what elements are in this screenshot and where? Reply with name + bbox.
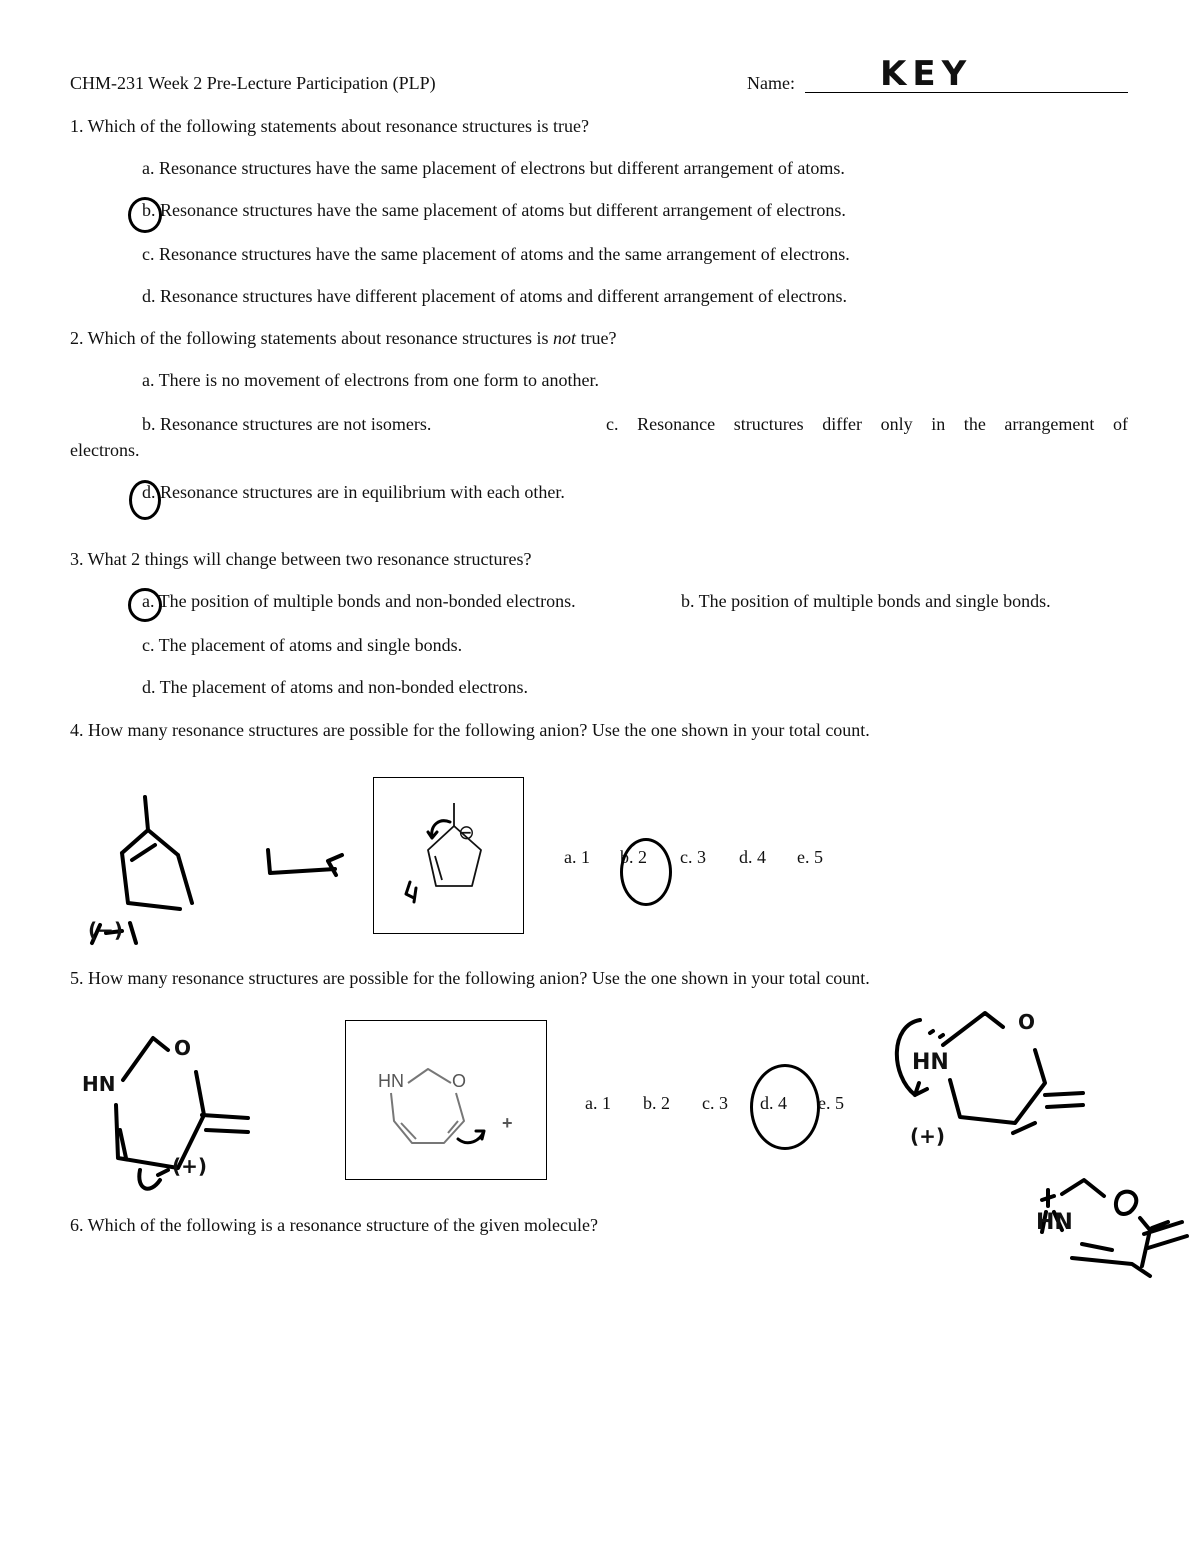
q3-option-d: d. The placement of atoms and non-bonded electrons. xyxy=(142,677,529,697)
q5-atom-hn: HN xyxy=(378,1071,404,1091)
question-4: 4. How many resonance structures are possible for the following anion? Use the one shown in your total count. xyxy=(70,720,870,740)
q5-hand-hn-left: HN xyxy=(82,1072,116,1096)
q1-option-a: a. Resonance structures have the same placement of electrons but different arrangement of atoms. xyxy=(142,158,845,178)
q5-hand-hn-right: HN xyxy=(912,1050,949,1075)
q5-choice-c: c. 3 xyxy=(702,1093,728,1113)
q5-positive-charge: + xyxy=(502,1113,513,1133)
q5-hand-charge-left: (+) xyxy=(172,1154,208,1178)
q5-hand-o-left: O xyxy=(174,1036,192,1060)
q5-structure-box xyxy=(345,1020,547,1180)
q3-answer-circle xyxy=(128,588,162,622)
q2-prompt-emphasis: not xyxy=(553,328,577,348)
q5-choice-a: a. 1 xyxy=(585,1093,611,1113)
q4-choice-c: c. 3 xyxy=(680,847,706,867)
q3-option-c: c. The placement of atoms and single bonds. xyxy=(142,635,463,655)
q2-option-c: c. Resonance structures differ only in the arrangement of xyxy=(606,414,1128,434)
page-title: CHM-231 Week 2 Pre-Lecture Participation (PLP) xyxy=(70,73,436,93)
q2-prompt-start: 2. Which of the following statements about resonance structures is xyxy=(70,328,554,348)
q4-choice-a: a. 1 xyxy=(564,847,590,867)
q5-choice-e: e. 5 xyxy=(818,1093,844,1113)
q2-prompt-end: true? xyxy=(576,328,617,348)
question-3: 3. What 2 things will change between two resonance structures? xyxy=(70,549,532,569)
q5-hand-hn-lower: HN xyxy=(1036,1210,1073,1235)
q2-option-b: b. Resonance structures are not isomers. xyxy=(142,414,432,434)
q4-choice-b: b. 2 xyxy=(620,847,647,867)
q2-option-a: a. There is no movement of electrons from one form to another. xyxy=(142,370,600,390)
question-5: 5. How many resonance structures are possible for the following anion? Use the one shown in your total count. xyxy=(70,968,870,988)
question-2 xyxy=(70,328,617,349)
q4-hand-charge: (−) xyxy=(88,918,124,942)
q4-negative-charge: ⊖ xyxy=(458,820,475,844)
q1-option-d: d. Resonance structures have different placement of atoms and different arrangement of electrons. xyxy=(142,286,848,306)
q4-choice-e: e. 5 xyxy=(797,847,823,867)
q5-answer-circle xyxy=(750,1064,820,1150)
q3-option-a: a. The position of multiple bonds and non-bonded electrons. xyxy=(142,591,576,611)
q4-answer-circle xyxy=(620,838,672,906)
cyclopentenyl-anion-diagram xyxy=(374,778,523,933)
q5-choice-b: b. 2 xyxy=(643,1093,670,1113)
q1-option-b: b. Resonance structures have the same placement of atoms but different arrangement of electrons. xyxy=(142,200,846,220)
q2-answer-circle xyxy=(129,480,161,520)
q2-option-d: d. Resonance structures are in equilibrium with each other. xyxy=(142,482,565,502)
q3-option-b: b. The position of multiple bonds and single bonds. xyxy=(681,591,1051,611)
q5-hand-o-right: O xyxy=(1018,1010,1036,1034)
q4-structure-box xyxy=(373,777,524,934)
q5-atom-o: O xyxy=(452,1071,467,1091)
q1-option-c: c. Resonance structures have the same placement of atoms and the same arrangement of electrons. xyxy=(142,244,850,264)
question-1: 1. Which of the following statements about resonance structures is true? xyxy=(70,116,590,136)
oxazepine-cation-diagram xyxy=(346,1021,546,1179)
q1-answer-circle xyxy=(128,197,162,233)
question-6: 6. Which of the following is a resonance structure of the given molecule? xyxy=(70,1215,598,1235)
q4-choice-d: d. 4 xyxy=(739,847,766,867)
q2-option-c-continued: electrons. xyxy=(70,440,140,460)
handwritten-key: KEY xyxy=(880,54,973,94)
name-label: Name: xyxy=(747,73,795,93)
q5-choice-d: d. 4 xyxy=(760,1093,787,1113)
q5-hand-charge-right: (+) xyxy=(910,1124,946,1148)
